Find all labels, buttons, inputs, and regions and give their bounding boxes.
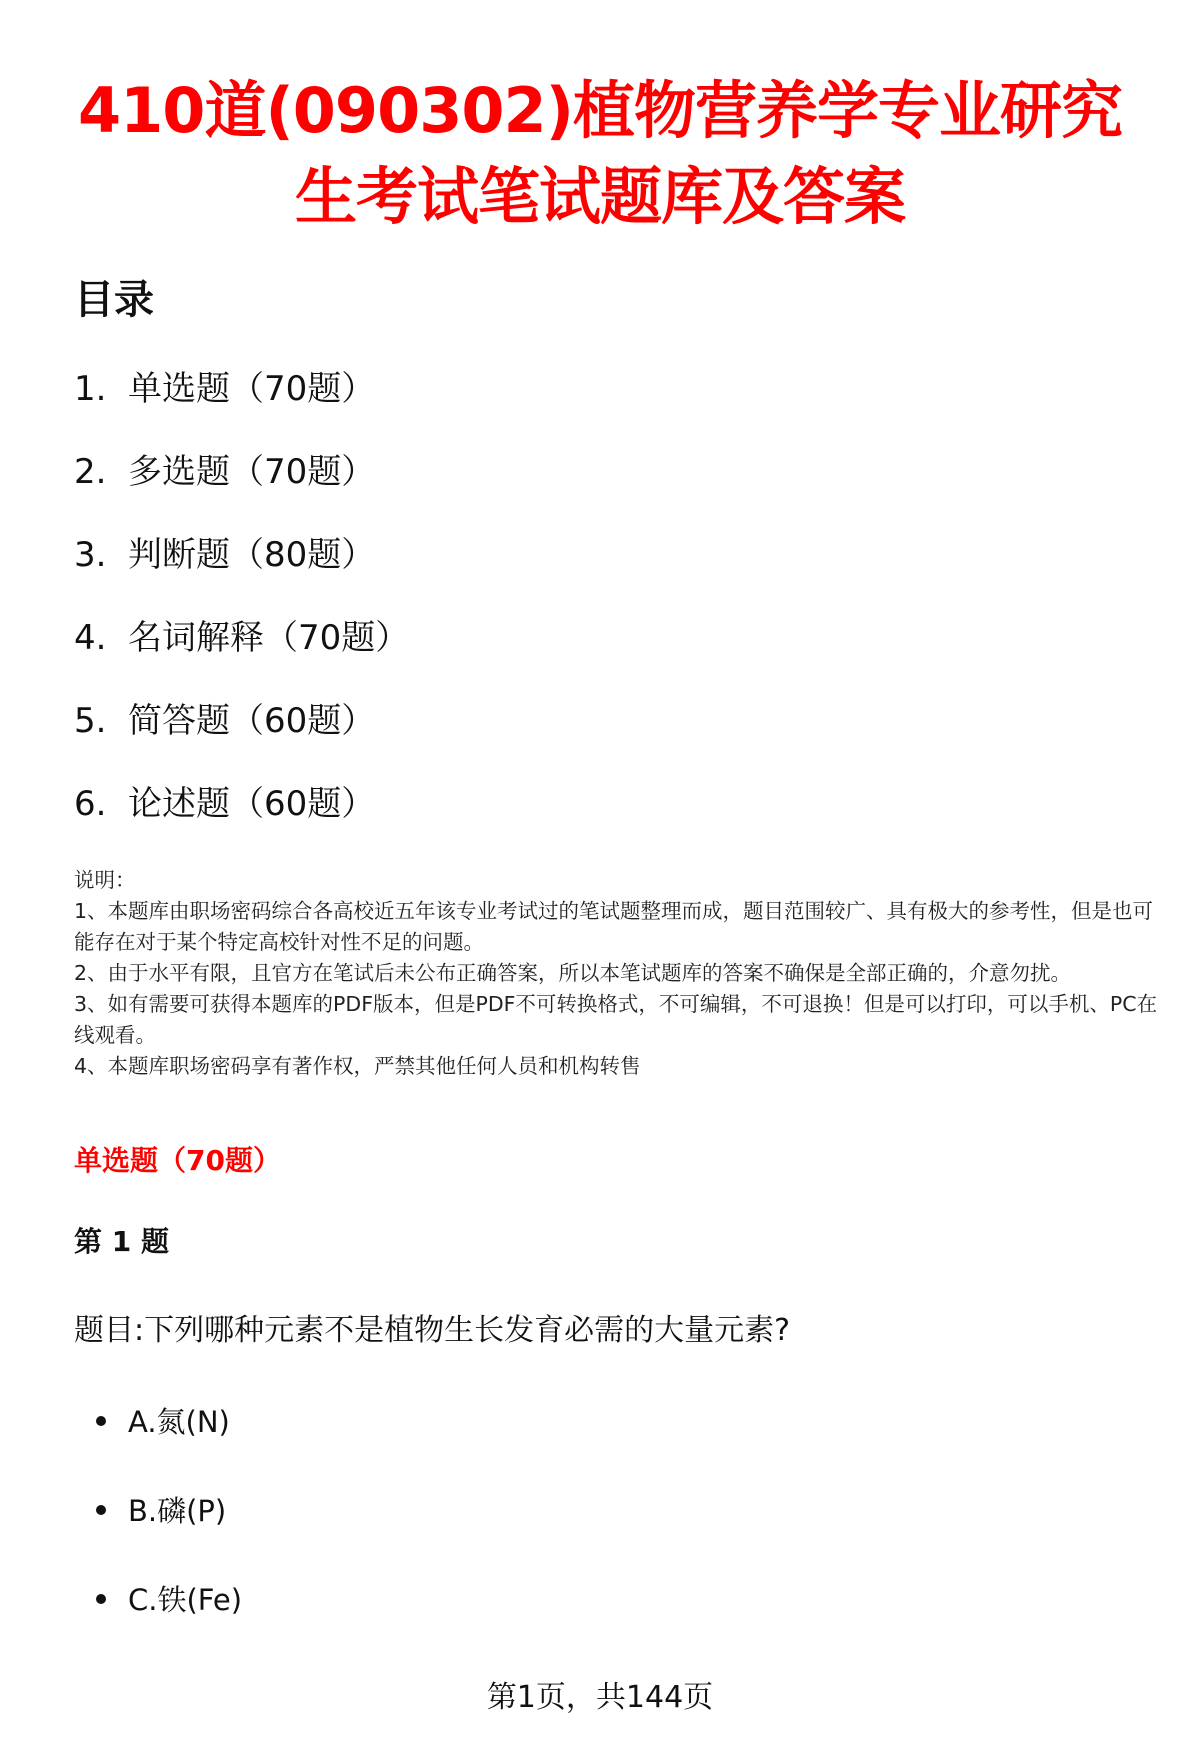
notes-block (74, 865, 1164, 1082)
notes-line: 3、如有需要可获得本题库的PDF版本，但是PDF不可转换格式，不可编辑，不可退换！但是可以打印，可以手机、PC在线观看。 (74, 992, 1158, 1047)
toc-item (74, 528, 409, 611)
toc-item-number: 3. (74, 535, 107, 575)
toc-item-number: 4. (74, 618, 107, 658)
document-title: 410道(090302)植物营养学专业研究生考试笔试题库及答案 (78, 74, 1122, 233)
toc-heading: 目录 (74, 277, 154, 323)
option-list (96, 1400, 242, 1667)
option-item (96, 1578, 242, 1667)
toc-item (74, 694, 409, 777)
toc-item-label: 论述题（60题） (128, 784, 376, 824)
option-item (96, 1489, 242, 1578)
toc-item-number: 5. (74, 701, 107, 741)
toc-item (74, 611, 409, 694)
toc-item-label: 多选题（70题） (128, 452, 376, 492)
toc-item (74, 445, 409, 528)
bullet-icon (96, 1505, 106, 1515)
toc-item-label: 简答题（60题） (128, 701, 376, 741)
option-item (96, 1400, 242, 1489)
question-text: 题目:下列哪种元素不是植物生长发育必需的大量元素? (74, 1313, 791, 1348)
notes-heading: 说明： (74, 868, 136, 892)
toc-item-label: 名词解释（70题） (128, 618, 410, 658)
toc-item-number: 2. (74, 452, 107, 492)
question-number: 第 1 题 (74, 1225, 169, 1258)
bullet-icon (96, 1594, 106, 1604)
section-heading: 单选题（70题） (74, 1144, 281, 1177)
page-number-footer: 第1页，共144页 (486, 1680, 714, 1715)
option-label: C.铁(Fe) (128, 1583, 243, 1617)
notes-line: 2、由于水平有限，且官方在笔试后未公布正确答案，所以本笔试题库的答案不确保是全部正确的，介意勿扰。 (74, 961, 1072, 985)
notes-line: 1、本题库由职场密码综合各高校近五年该专业考试过的笔试题整理而成，题目范围较广、具有极大的参考性，但是也可能存在对于某个特定高校针对性不足的问题。 (74, 899, 1154, 954)
toc-item-number: 1. (74, 369, 107, 409)
option-label: A.氮(N) (128, 1405, 230, 1439)
toc-item (74, 362, 409, 445)
toc-item-label: 判断题（80题） (128, 535, 376, 575)
notes-line: 4、本题库职场密码享有著作权，严禁其他任何人员和机构转售 (74, 1054, 641, 1078)
option-label: B.磷(P) (128, 1494, 227, 1528)
toc-item-number: 6. (74, 784, 107, 824)
toc-item-label: 单选题（70题） (128, 369, 376, 409)
toc-item (74, 777, 409, 860)
toc-list (74, 362, 409, 860)
bullet-icon (96, 1416, 106, 1426)
